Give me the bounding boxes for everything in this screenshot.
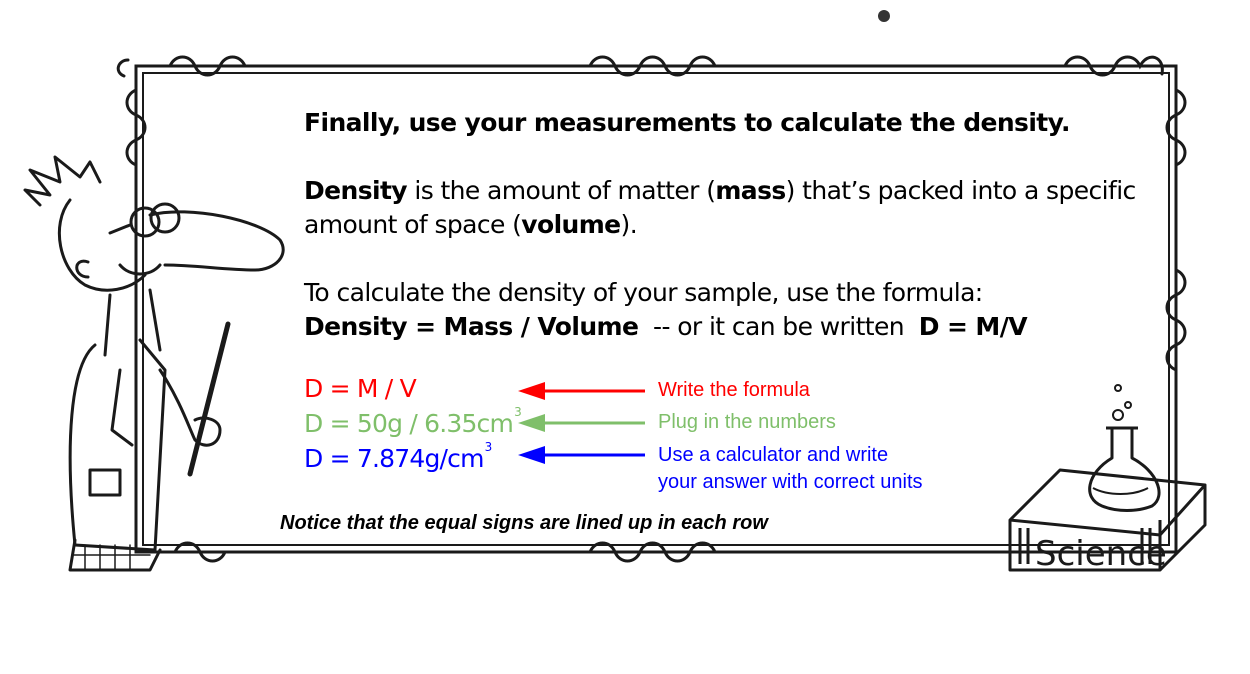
step-label-answer-line-2: your answer with correct units [658, 471, 923, 493]
arrows [518, 382, 645, 464]
step-equation-plug-in: $D = 50g / 6.35cm^3$ [304, 405, 521, 438]
step-equation-formula: D = M / V [304, 374, 416, 403]
flask-icon [1090, 385, 1159, 511]
scientist-illustration [25, 157, 283, 570]
alignment-note: Notice that the equal signs are lined up in each row [280, 512, 768, 534]
definition-line-1: Density is the amount of matter (mass) that’s packed into a specific [304, 176, 1136, 205]
book-title: Science [1035, 534, 1167, 574]
step-equation-answer: $D = 7.874g/cm^3$ [304, 440, 492, 473]
formula-line: Density = Mass / Volume -- or it can be written D = M/V [304, 312, 1027, 341]
step-label-plug-in: Plug in the numbers [658, 411, 836, 433]
lesson-content [304, 106, 1164, 344]
page-heading: Finally, use your measurements to calculate the density. [304, 108, 1070, 137]
step-label-answer: Use a calculator and write [658, 444, 889, 466]
instruction-text: To calculate the density of your sample, use the formula: [304, 278, 983, 307]
definition-line-2: amount of space (volume). [304, 210, 638, 239]
step-label-formula: Write the formula [658, 379, 810, 401]
